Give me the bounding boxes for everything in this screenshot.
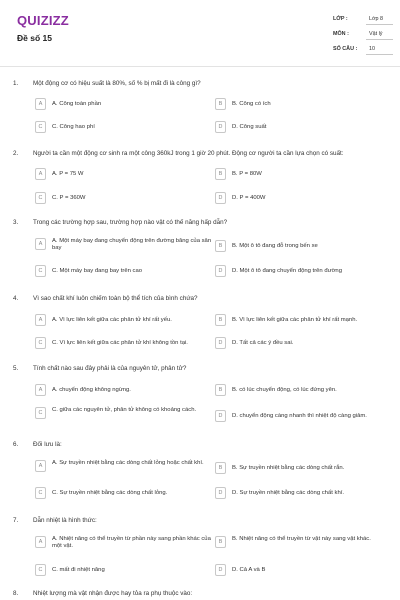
meta-underline xyxy=(366,24,393,25)
question-number: 2. xyxy=(13,150,19,157)
question-text: Vì sao chất khí luôn chiếm toàn bộ thể tích của bình chứa? xyxy=(33,295,198,302)
option-text: B. Công có ích xyxy=(232,100,271,107)
option-letter-badge: A xyxy=(35,460,46,472)
option-text: C. Sự truyền nhiệt bằng các dòng chất lỏng. xyxy=(52,489,168,496)
option-text: A. Sự truyền nhiệt bằng các dòng chất lỏng hoặc chất khí. xyxy=(52,460,204,466)
meta-row-subject xyxy=(333,27,393,42)
option-letter-badge: A xyxy=(35,314,46,326)
question-number: 4. xyxy=(13,295,19,302)
option-letter-badge: A xyxy=(35,536,46,548)
question-text: Tính chất nào sau đây phải là của nguyên tử, phân tử? xyxy=(33,365,187,372)
meta-row-class xyxy=(333,12,393,27)
meta-panel xyxy=(333,12,393,57)
option-letter-badge: C xyxy=(35,121,46,133)
option-letter-badge: B xyxy=(215,462,226,474)
option-text: C. giữa các nguyên tử, phân tử không có khoảng cách. xyxy=(52,407,197,413)
option-letter-badge: D xyxy=(215,192,226,204)
option-letter-badge: D xyxy=(215,337,226,349)
option-text: A. Công toàn phần xyxy=(52,100,102,107)
option-text: C. P = 360W xyxy=(52,194,86,201)
option-text: C. Một máy bay đang bay trên cao xyxy=(52,267,143,274)
option-letter-badge: A xyxy=(35,98,46,110)
meta-value: Lớp 8 xyxy=(369,16,384,22)
question-text: Người ta cần một động cơ sinh ra một công 360kJ trong 1 giờ 20 phút. Động cơ người ta cần lựa chọn có suất: xyxy=(33,150,344,157)
option-text: A. Một máy bay đang chuyển động trên đường băng của sân bay xyxy=(52,238,212,251)
option-letter-badge: D xyxy=(215,121,226,133)
question-number: 5. xyxy=(13,365,19,372)
question-text: Đối lưu là: xyxy=(33,441,62,448)
option-letter-badge: A xyxy=(35,238,46,250)
option-text: B. Vì lực liên kết giữa các phân tử khí rất mạnh. xyxy=(232,316,358,323)
option-letter-badge: C xyxy=(35,564,46,576)
meta-label: SỐ CÂU : xyxy=(333,46,358,52)
option-text: D. Sự truyền nhiệt bằng các dòng chất khí. xyxy=(232,489,345,496)
option-letter-badge: C xyxy=(35,192,46,204)
option-letter-badge: B xyxy=(215,314,226,326)
option-text: D. chuyển động càng nhanh thì nhiệt độ càng giảm. xyxy=(232,412,367,419)
header-divider xyxy=(0,66,400,67)
option-letter-badge: C xyxy=(35,487,46,499)
quizizz-logo xyxy=(17,13,69,28)
option-letter-badge: D xyxy=(215,265,226,277)
option-text: A. Vì lực liên kết giữa các phân tử khí rất yếu. xyxy=(52,316,172,323)
option-text: D. P = 400W xyxy=(232,194,266,201)
option-letter-badge: B xyxy=(215,98,226,110)
meta-row-count xyxy=(333,42,393,57)
option-letter-badge: D xyxy=(215,410,226,422)
option-text: B. Nhiệt năng có thể truyền từ vật này sang vật khác. xyxy=(232,536,371,542)
option-text: A. Nhiệt năng có thể truyền từ phần này sang phần khác của một vật. xyxy=(52,536,211,549)
option-text: B. Sự truyền nhiệt bằng các dòng chất rắn. xyxy=(232,464,345,471)
option-letter-badge: B xyxy=(215,168,226,180)
worksheet-header xyxy=(0,0,400,66)
option-text: D. Công suất xyxy=(232,123,267,130)
logo-text: QUIZIZZ xyxy=(17,13,69,28)
option-letter-badge: B xyxy=(215,536,226,548)
option-letter-badge: C xyxy=(35,337,46,349)
option-letter-badge: D xyxy=(215,564,226,576)
option-letter-badge: C xyxy=(35,265,46,277)
option-letter-badge: D xyxy=(215,487,226,499)
question-text: Dẫn nhiệt là hình thức: xyxy=(33,517,97,524)
option-letter-badge: B xyxy=(215,240,226,252)
option-text: C. Công hao phí xyxy=(52,123,95,130)
question-number: 7. xyxy=(13,517,19,524)
question-text: Trong các trường hợp sau, trường hợp nào vật có thế năng hấp dẫn? xyxy=(33,219,228,226)
question-text: Một động cơ có hiệu suất là 80%, số % bị mất đi là công gì? xyxy=(33,80,201,87)
option-text: D. Một ô tô đang chuyển động trên đường xyxy=(232,267,342,274)
option-text: C. Vì lực liên kết giữa các phân tử khí không tồn tại. xyxy=(52,339,188,346)
meta-value: Vật lý xyxy=(369,31,383,37)
meta-underline xyxy=(366,39,393,40)
meta-label: LỚP : xyxy=(333,16,348,22)
option-text: B. P = 80W xyxy=(232,170,262,177)
meta-label: MÔN : xyxy=(333,31,349,37)
option-letter-badge: A xyxy=(35,168,46,180)
question-number: 6. xyxy=(13,441,19,448)
option-text: D. Tất cả các ý đều sai. xyxy=(232,339,294,346)
page-title: Đề số 15 xyxy=(17,33,52,43)
option-text: C. mất đi nhiệt năng xyxy=(52,566,105,573)
question-text: Nhiệt lượng mà vật nhận được hay tỏa ra phụ thuộc vào: xyxy=(33,590,193,597)
option-text: A. P = 75 W xyxy=(52,170,84,177)
option-letter-badge: B xyxy=(215,384,226,396)
option-letter-badge: A xyxy=(35,384,46,396)
option-text: D. Cả A và B xyxy=(232,566,266,573)
option-text: A. chuyển động không ngừng. xyxy=(52,386,131,393)
option-letter-badge: C xyxy=(35,407,46,419)
meta-value: 10 xyxy=(369,46,375,52)
option-text: B. Một ô tô đang đỗ trong bến xe xyxy=(232,242,318,249)
question-number: 1. xyxy=(13,80,19,87)
question-number: 3. xyxy=(13,219,19,226)
option-text: B. có lúc chuyển động, có lúc đứng yên. xyxy=(232,386,337,393)
meta-underline xyxy=(366,54,393,55)
question-number: 8. xyxy=(13,590,19,597)
